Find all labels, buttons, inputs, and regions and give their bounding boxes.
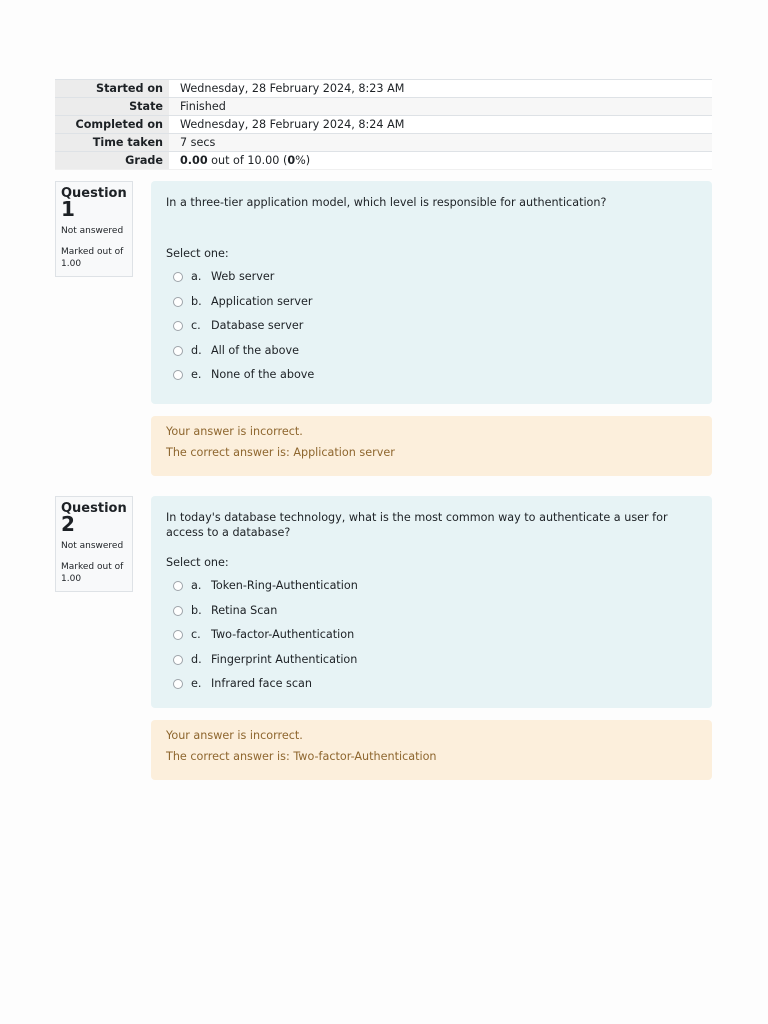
option-label: All of the above [211, 343, 299, 357]
summary-value: Wednesday, 28 February 2024, 8:24 AM [169, 116, 712, 134]
option-letter: b. [191, 603, 202, 617]
answer-options [166, 270, 697, 393]
question-feedback-2 [151, 720, 712, 780]
radio-icon[interactable] [173, 630, 183, 640]
option-label: None of the above [211, 368, 315, 381]
correct-answer-text: The correct answer is: Two-factor-Authentication [166, 750, 437, 763]
option-label: Web server [211, 270, 275, 283]
option-label: Application server [211, 294, 313, 308]
correct-answer-text: The correct answer is: Application server [166, 446, 395, 459]
answer-option[interactable] [166, 270, 697, 295]
answer-option[interactable] [166, 677, 697, 702]
feedback-text: Your answer is incorrect. [166, 425, 303, 438]
grade-value [169, 152, 712, 170]
radio-icon[interactable] [173, 272, 183, 282]
grade-middle: out of 10.00 ( [207, 154, 288, 167]
radio-icon[interactable] [173, 370, 183, 380]
radio-icon[interactable] [173, 581, 183, 591]
option-letter: c. [191, 319, 201, 332]
answer-option[interactable] [166, 628, 697, 653]
option-letter: a. [191, 270, 202, 283]
radio-icon[interactable] [173, 297, 183, 307]
answer-option[interactable] [166, 653, 697, 678]
option-letter: b. [191, 294, 202, 308]
radio-icon[interactable] [173, 346, 183, 356]
question-number: 1 [61, 197, 75, 221]
question-word: Question [61, 501, 127, 516]
question-formulation-1 [151, 181, 712, 404]
summary-label: Completed on [55, 116, 169, 134]
attempt-summary-table [55, 79, 712, 170]
grade-end: %) [295, 154, 311, 167]
grade-score: 0.00 [180, 154, 208, 167]
summary-row-grade [55, 152, 712, 170]
summary-value: Finished [169, 98, 712, 116]
option-label: Database server [211, 319, 304, 332]
answer-option[interactable] [166, 604, 697, 629]
answer-option[interactable] [166, 295, 697, 320]
option-letter: e. [191, 677, 202, 690]
radio-icon[interactable] [173, 606, 183, 616]
radio-icon[interactable] [173, 321, 183, 331]
question-feedback-1 [151, 416, 712, 476]
question-marks: Marked out of 1.00 [61, 247, 124, 269]
question-formulation-2 [151, 496, 712, 708]
summary-row-state [55, 98, 712, 116]
summary-row-completed [55, 116, 712, 134]
question-text: In today's database technology, what is the most common way to authenticate a user for access to a database? [166, 511, 668, 539]
option-label: Two-factor-Authentication [211, 628, 355, 641]
question-word: Question [61, 186, 127, 201]
option-label: Retina Scan [211, 603, 278, 617]
question-text: In a three-tier application model, which level is responsible for authentication? [166, 196, 607, 209]
answer-options [166, 579, 697, 702]
option-label: Infrared face scan [211, 677, 312, 690]
answer-option[interactable] [166, 319, 697, 344]
question-marks: Marked out of 1.00 [61, 562, 124, 584]
radio-icon[interactable] [173, 655, 183, 665]
summary-label: Time taken [55, 134, 169, 152]
question-state: Not answered [61, 541, 124, 551]
answer-option[interactable] [166, 344, 697, 369]
option-letter: c. [191, 628, 201, 641]
radio-icon[interactable] [173, 679, 183, 689]
option-letter: d. [191, 343, 202, 357]
option-label: Token-Ring-Authentication [211, 579, 358, 592]
select-prompt: Select one: [166, 247, 229, 260]
feedback-text: Your answer is incorrect. [166, 729, 303, 742]
summary-label: Grade [55, 152, 169, 170]
summary-row-started [55, 80, 712, 98]
answer-option[interactable] [166, 368, 697, 393]
option-label: Fingerprint Authentication [211, 652, 358, 666]
option-letter: a. [191, 579, 202, 592]
option-letter: e. [191, 368, 202, 381]
summary-value: Wednesday, 28 February 2024, 8:23 AM [169, 80, 712, 98]
question-info-2 [55, 496, 133, 592]
question-number: 2 [61, 512, 75, 536]
answer-option[interactable] [166, 579, 697, 604]
question-info-1 [55, 181, 133, 277]
summary-label: State [55, 98, 169, 116]
option-letter: d. [191, 652, 202, 666]
summary-label: Started on [55, 80, 169, 98]
question-state: Not answered [61, 226, 124, 236]
summary-value: 7 secs [169, 134, 712, 152]
summary-row-time-taken [55, 134, 712, 152]
grade-percent: 0 [287, 154, 296, 167]
select-prompt: Select one: [166, 556, 229, 569]
